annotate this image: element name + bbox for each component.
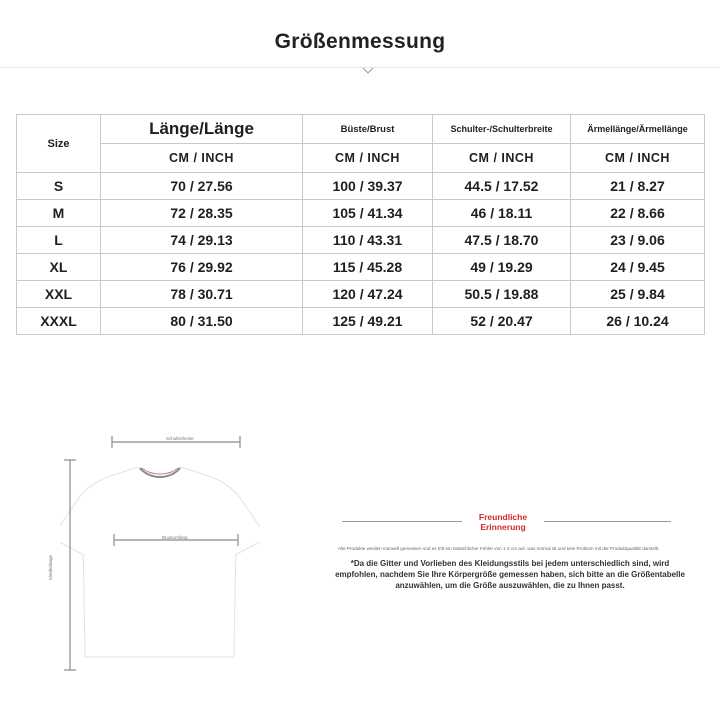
size-cell: XXXL: [17, 308, 101, 335]
table-header-row: [17, 115, 705, 144]
size-cell: XXL: [17, 281, 101, 308]
unit-label: CM / INCH: [303, 144, 433, 173]
reminder-divider-left: [342, 521, 462, 522]
shoulder-width-label: Schulterbreite: [166, 436, 194, 441]
bust-cell: 110 / 43.31: [303, 227, 433, 254]
length-cell: 74 / 29.13: [101, 227, 303, 254]
sleeve-cell: 22 / 8.66: [571, 200, 705, 227]
bust-cell: 100 / 39.37: [303, 173, 433, 200]
table-row: [17, 200, 705, 227]
length-cell: 80 / 31.50: [101, 308, 303, 335]
shoulder-column-header: Schulter-/Schulterbreite: [433, 115, 571, 144]
length-column-header: Länge/Länge: [101, 115, 303, 144]
size-advice-note: *Da die Gitter und Vorlieben des Kleidungsstils bei jedem unterschiedlich sind, wird empfohlen, nachdem Sie Ihre Körpergröße gemessen haben, sich bitte an die Größentabelle anzuwählen, um die Größe auszuwählen, die zu Ihnen passt.: [335, 559, 685, 590]
sleeve-cell: 25 / 9.84: [571, 281, 705, 308]
size-cell: XL: [17, 254, 101, 281]
reminder-title: Freundliche Erinnerung: [478, 512, 528, 532]
table-row: [17, 173, 705, 200]
table-row: [17, 281, 705, 308]
garment-length-label: Kleiderlänge: [48, 554, 53, 580]
sleeve-cell: 23 / 9.06: [571, 227, 705, 254]
title-divider: [0, 67, 720, 68]
shoulder-cell: 50.5 / 19.88: [433, 281, 571, 308]
unit-header-row: [17, 144, 705, 173]
shoulder-cell: 49 / 19.29: [433, 254, 571, 281]
t-shirt-diagram: [60, 430, 260, 680]
unit-label: CM / INCH: [571, 144, 705, 173]
measurement-error-note: Alle Produkte werden manuell gemessen und es tritt ein tatsächlicher Fehler von 1-3 cm auf, was normal ist und kein Problem mit der Produktqualität darstellt.: [338, 546, 660, 551]
bust-cell: 120 / 47.24: [303, 281, 433, 308]
chevron-down-icon: [362, 62, 373, 73]
page-title: Größenmessung: [274, 30, 446, 53]
length-cell: 70 / 27.56: [101, 173, 303, 200]
bust-column-header: Büste/Brust: [303, 115, 433, 144]
sleeve-column-header: Ärmellänge/Ärmellänge: [571, 115, 705, 144]
table-row: [17, 227, 705, 254]
sleeve-cell: 21 / 8.27: [571, 173, 705, 200]
unit-label: CM / INCH: [433, 144, 571, 173]
bust-cell: 105 / 41.34: [303, 200, 433, 227]
t-shirt-icon: [60, 430, 260, 680]
bust-cell: 125 / 49.21: [303, 308, 433, 335]
sleeve-cell: 26 / 10.24: [571, 308, 705, 335]
size-cell: S: [17, 173, 101, 200]
length-cell: 76 / 29.92: [101, 254, 303, 281]
chest-width-label: Brustumfang: [162, 535, 188, 540]
size-cell: M: [17, 200, 101, 227]
size-chart-table: [16, 114, 705, 335]
shoulder-cell: 44.5 / 17.52: [433, 173, 571, 200]
length-cell: 78 / 30.71: [101, 281, 303, 308]
unit-label: CM / INCH: [101, 144, 303, 173]
shoulder-cell: 52 / 20.47: [433, 308, 571, 335]
size-cell: L: [17, 227, 101, 254]
length-cell: 72 / 28.35: [101, 200, 303, 227]
shoulder-cell: 47.5 / 18.70: [433, 227, 571, 254]
sleeve-cell: 24 / 9.45: [571, 254, 705, 281]
size-column-header: Size: [17, 115, 101, 173]
table-row: [17, 308, 705, 335]
reminder-divider-right: [544, 521, 671, 522]
shoulder-cell: 46 / 18.11: [433, 200, 571, 227]
bust-cell: 115 / 45.28: [303, 254, 433, 281]
table-row: [17, 254, 705, 281]
